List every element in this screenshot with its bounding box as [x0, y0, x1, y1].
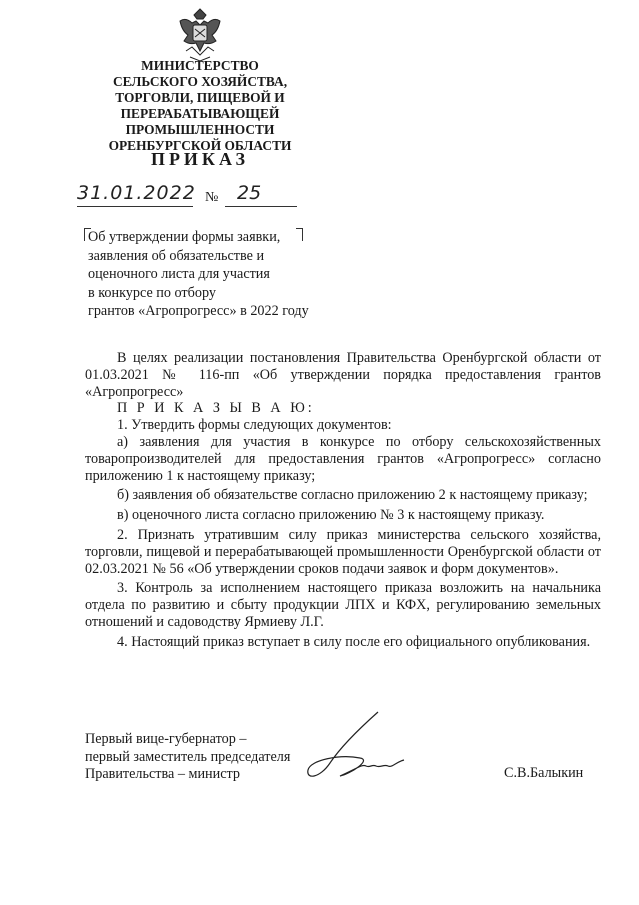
number-label: №	[205, 190, 219, 205]
item-3: 3. Контроль за исполнением настоящего приказа возложить на начальника отдела по развитию и сбыту продукции ЛПХ и КФХ, регулированию земельных отношений и садоводству Ярмиеву Л.Г.	[85, 580, 601, 630]
decree-word: П Р И К А З Ы В А Ю:	[117, 400, 315, 417]
item-2: 2. Признать утратившим силу приказ министерства сельского хозяйства, торговли, пищевой и перерабатывающей промышленности Оренбургской области от 02.03.2021 № 56 «Об утверждении сроков подачи заявок и форм документов».	[85, 526, 601, 577]
item-4: 4. Настоящий приказ вступает в силу после его официального опубликования.	[117, 633, 591, 650]
order-number: 25	[237, 182, 262, 204]
subject-line: оценочного листа для участия	[88, 266, 270, 282]
ministry-line: ПРОМЫШЛЕННОСТИ	[125, 122, 275, 137]
subject-line: грантов «Агропрогресс» в 2022 году	[88, 303, 309, 319]
ministry-line: МИНИСТЕРСТВО	[141, 58, 259, 73]
coat-of-arms-emblem	[176, 7, 224, 63]
subject-line: Об утверждении формы заявки,	[88, 229, 281, 245]
item-1c: в) оценочного листа согласно приложению № 3 к настоящему приказу.	[117, 507, 545, 524]
position-line: Первый вице-губернатор –	[85, 731, 247, 747]
item-1a: а) заявления для участия в конкурсе по отбору сельскохозяйственных товаропроизводителей для предоставления грантов «Агропрогресс» согласно приложению 1 к настоящему приказу;	[85, 433, 601, 484]
ministry-name	[60, 58, 340, 154]
date-underline	[77, 206, 193, 207]
order-title: ПРИКАЗ	[150, 149, 250, 169]
position-line: первый заместитель председателя	[85, 748, 291, 765]
handwritten-signature	[300, 708, 410, 786]
subject-line: заявления об обязательстве и	[88, 247, 265, 264]
number-underline	[225, 206, 297, 207]
ministry-line: ОРЕНБУРГСКОЙ ОБЛАСТИ	[108, 138, 292, 153]
subject-line: в конкурсе по отбору	[88, 284, 216, 301]
ministry-line: СЕЛЬСКОГО ХОЗЯЙСТВА,	[112, 74, 288, 89]
order-date: 31.01.2022	[77, 182, 196, 204]
order-subject	[85, 228, 309, 321]
ministry-line: ПЕРЕРАБАТЫВАЮЩЕЙ	[120, 106, 280, 121]
order-body	[85, 350, 601, 651]
date-number-line	[77, 180, 297, 210]
preamble-paragraph: В целях реализации постановления Правительства Оренбургской области от 01.03.2021 № 116-пп «Об утверждении порядка предоставления грантов «Агропрогресс»	[85, 350, 601, 400]
ministry-line: ТОРГОВЛИ, ПИЩЕВОЙ И	[115, 90, 285, 105]
signatory-name: С.В.Балыкин	[504, 765, 584, 781]
position-line: Правительства – министр	[85, 766, 240, 782]
item-1: 1. Утвердить формы следующих документов:	[117, 417, 392, 434]
item-1b: б) заявления об обязательстве согласно приложению 2 к настоящему приказу;	[117, 487, 588, 504]
signatory-position	[85, 731, 290, 784]
